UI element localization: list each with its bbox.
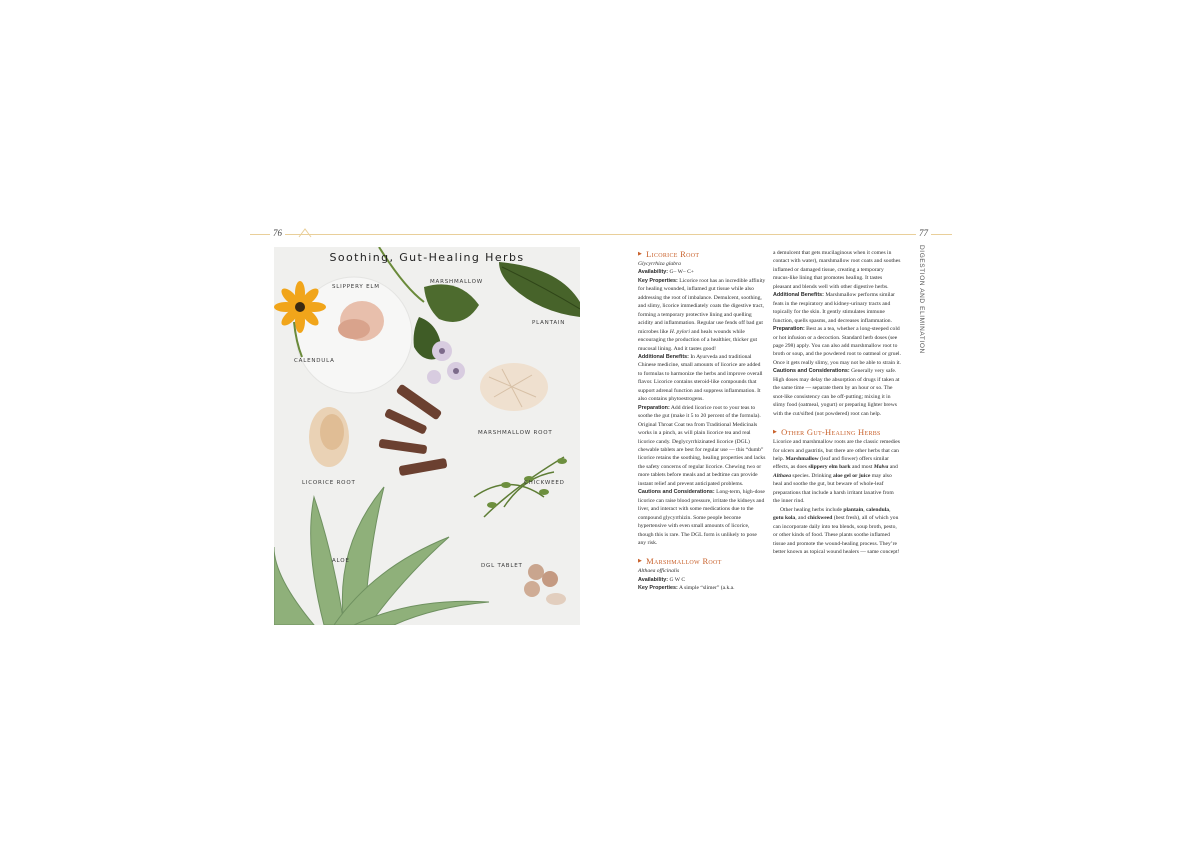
triangle-bullet-icon: ▶	[638, 559, 643, 565]
bold-run: aloe gel or juice	[832, 472, 871, 479]
preparation-label: Preparation:	[638, 404, 670, 411]
page-number-left: 76	[270, 228, 285, 238]
key-properties-label: Key Properties:	[638, 585, 678, 592]
photo-title: Soothing, Gut-Healing Herbs	[329, 251, 525, 264]
bold-run: chickweed	[807, 515, 833, 522]
label-marshmallow-root: MARSHMALLOW ROOT	[478, 430, 553, 436]
running-head-text: DIGESTION AND ELIMINATION	[918, 245, 925, 354]
marshmallow-heading	[638, 556, 766, 567]
benefits-text: In Ayurveda and traditional Chinese medicine, small amounts of licorice are added to formulas to harmonize the herbs and improve overall flavor. Licorice contains steroid-like compounds that support adrenal function and suppress inflammation. It also contains phytoestrogens.	[638, 353, 763, 403]
preparation-label: Preparation:	[773, 326, 805, 333]
bold-run: Althaea	[773, 472, 792, 479]
text-run: ,	[889, 506, 891, 513]
availability-value: G– W– C+	[668, 269, 694, 276]
text-run: (best fresh), all of which you can incorporate daily into tea blends, soup broth, pesto, or other kinds of food. These plants soothe inflamed tissue and promote the wound-healing process. They’re better known as topical wound healers — same concept!	[773, 515, 900, 555]
marshmallow-cautions	[773, 367, 901, 418]
other-herbs-paragraph-1	[773, 438, 901, 506]
page-number-right: 77	[916, 228, 931, 238]
text-run: may also heal and soothe the gut, but beware of whole-leaf preparations that include a harsh irritant laxative from the inner rind.	[773, 472, 894, 505]
bold-run: Malva	[873, 464, 889, 471]
key-properties-label: Key Properties:	[638, 277, 678, 284]
preparation-text: Add dried licorice root to your teas to soothe the gut (make it 5 to 20 percent of the formula). Original Throat Coat tea from Traditional Medicinals works in a pinch, as will plain licorice tea and real licorice candy. Deglycyrrhizinated licorice (DGL) chewable tablets are best for regular use — this “dumb” licorice retains the soothing, healing properties and lacks the safety concerns of regular licorice. Chewing two or more tablets before meals and at bedtime can provide instant relief and prevent anticipated problems.	[638, 404, 766, 487]
text-run: , and	[795, 515, 808, 522]
rule-ornament-icon	[298, 228, 312, 238]
label-marshmallow: MARSHMALLOW	[430, 279, 483, 285]
cautions-text: Generally very safe. High doses may delay the absorption of drugs if taken at the same time — separate them by an hour or so. The snot-like consistency can be off-putting; mixing it in slimy food (oatmeal, yogurt) or preparing lighter brews with the cut/sifted (not powdered) root can help.	[773, 368, 900, 417]
bold-run: calendula	[866, 506, 890, 513]
cautions-text: Long-term, high-dose licorice can raise blood pressure, irritate the kidneys and liver, and interact with some medications due to the compound glycyrrhizin. Some people become hypertensive with even small amounts of licorice, though this is rare. The DGL form is unlikely to pose any risk.	[638, 489, 765, 546]
bold-run: slippery elm bark	[808, 464, 851, 471]
availability-label: Availability:	[638, 269, 669, 276]
benefits-text: Marshmallow performs similar feats in the respiratory and kidney-urinary tracts and topically for the skin. It gently stimulates immune function, quells spasms, and decreases inflammation.	[773, 292, 895, 324]
other-herbs-heading	[773, 427, 901, 438]
key-properties-end: and heals wounds while encouraging the production of a healthier, thicker gut mucosal lining. And it tastes good!	[638, 328, 758, 352]
marshmallow-preparation	[773, 325, 901, 367]
label-plantain: PLANTAIN	[532, 320, 566, 326]
text-run: ,	[863, 506, 867, 513]
other-herbs-paragraph-2	[773, 506, 901, 557]
licorice-availability	[638, 268, 766, 276]
text-run: species. Drinking	[791, 472, 833, 479]
label-licorice-root: LICORICE ROOT	[302, 480, 356, 486]
h-pylori-text: H. pylori	[669, 328, 690, 335]
licorice-preparation	[638, 404, 766, 489]
licorice-benefits	[638, 353, 766, 404]
header-rule-right	[700, 234, 952, 235]
text-column-2	[773, 249, 901, 556]
text-run: and most	[850, 464, 874, 471]
licorice-heading	[638, 249, 766, 260]
label-dgl-tablet: DGL TABLET	[481, 563, 523, 569]
text-run: Licorice and marshmallow roots are the classic remedies for ulcers and gastritis, but there are other herbs that can help.	[773, 439, 900, 462]
cautions-label: Cautions and Considerations:	[773, 368, 850, 375]
licorice-scientific-name: Glycyrrhiza glabra	[638, 261, 681, 267]
triangle-bullet-icon: ▶	[773, 430, 778, 436]
preparation-text: Best as a tea, whether a long-steeped cold or hot infusion or a decoction. Standard herb doses (see page 298) apply. You can also add marshmallow root to broth or soup, and the powdered root to oatmeal or gruel. Once it gets really slimy, you may not be able to strain it.	[773, 326, 902, 366]
label-slippery-elm: SLIPPERY ELM	[332, 284, 380, 290]
other-herbs-heading-text: Other Gut-Healing Herbs	[781, 427, 881, 438]
key-properties-text: Licorice root has an incredible affinity for healing wounded, inflamed gut tissue while also addressing the root of imbalance. Demulcent, soothing, and slimy, licorice immediately coats the digestive tract, forming a temporary protective lining and quelling acidity and inflammation. Regular use fends off bad gut microbes like	[638, 277, 766, 335]
triangle-bullet-icon: ▶	[638, 252, 643, 257]
text-run: Other healing herbs include	[780, 506, 844, 513]
bold-run: gotu kola	[773, 515, 796, 522]
label-chickweed: CHICKWEED	[524, 480, 565, 486]
licorice-heading-text: Licorice Root	[646, 249, 700, 259]
marshmallow-scientific-name: Althaea officinalis	[638, 568, 680, 575]
availability-value: G W C	[668, 576, 686, 583]
benefits-label: Additional Benefits:	[773, 292, 824, 299]
benefits-label: Additional Benefits:	[638, 353, 689, 360]
herb-photo-illustration	[274, 247, 580, 625]
marshmallow-heading-text: Marshmallow Root	[646, 556, 722, 567]
marshmallow-benefits	[773, 291, 901, 325]
text-column-1	[638, 249, 766, 593]
bold-run: plantain	[843, 506, 864, 513]
key-properties-text: A simple “slimer” (a.k.a.	[677, 585, 735, 592]
marshmallow-key-properties-start	[638, 584, 766, 592]
licorice-key-properties	[638, 277, 766, 353]
text-run: and	[888, 464, 898, 471]
marshmallow-key-properties-cont: a demulcent that gets mucilaginous when it comes in contact with water), marshmallow root coats and soothes inflamed or damaged tissue, creating a temporary mucus-like lining that promotes healing. It tastes pleasant and blends well with other digestive herbs.	[773, 250, 901, 290]
label-calendula: CALENDULA	[294, 358, 335, 364]
licorice-cautions	[638, 488, 766, 547]
label-aloe: ALOE	[332, 558, 350, 564]
header-rule-left	[250, 234, 700, 235]
herb-photo	[274, 247, 580, 625]
cautions-label: Cautions and Considerations:	[638, 489, 715, 496]
bold-run: Marshmallow	[785, 455, 819, 462]
text-run: (leaf and flower) offers similar effects, as does	[773, 455, 889, 471]
availability-label: Availability:	[638, 576, 669, 583]
running-head	[913, 245, 927, 354]
marshmallow-availability	[638, 576, 766, 584]
